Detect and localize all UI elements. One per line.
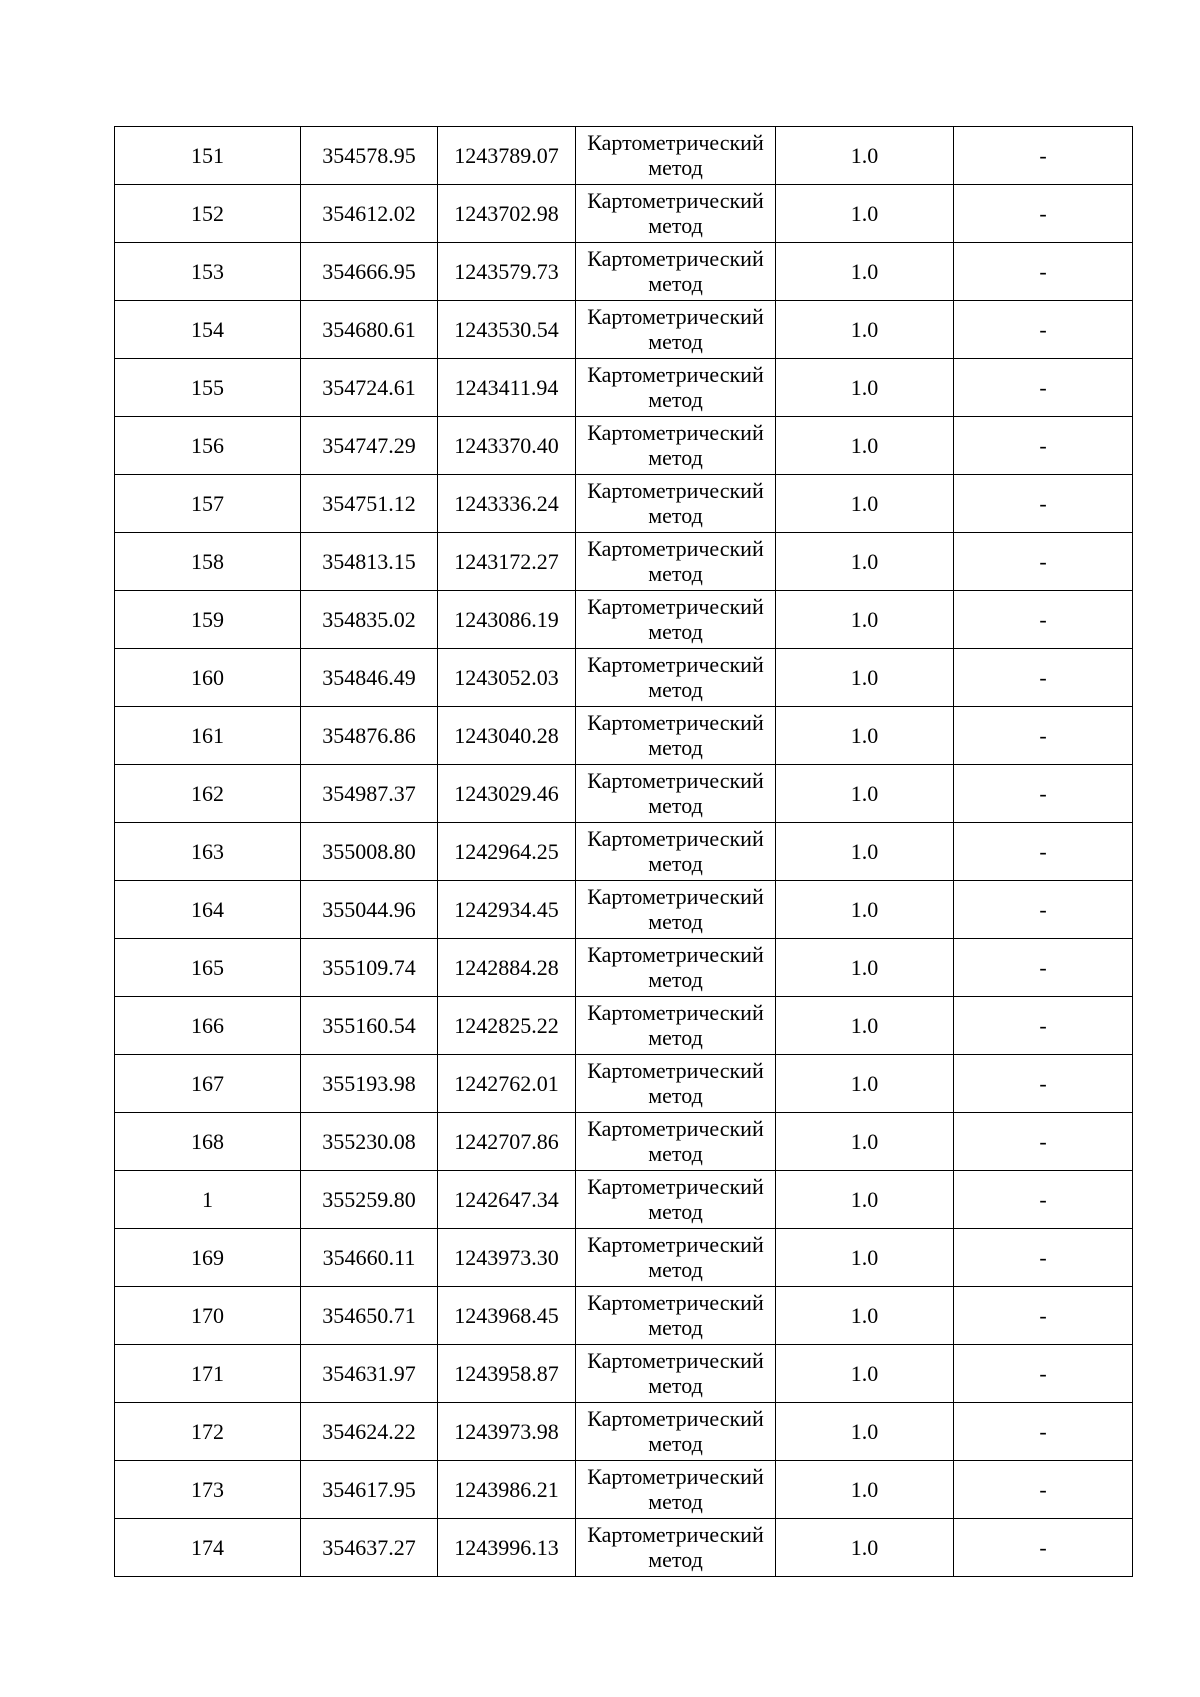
table-row [115,185,1133,243]
note-cell: - [954,243,1133,301]
method-line-2: метод [648,1314,703,1340]
table-row [115,1519,1133,1577]
method-line-1: Картометрический [587,883,764,909]
y-coordinate-cell: 1243052.03 [438,649,576,707]
table-row [115,707,1133,765]
method-cell [576,359,776,417]
note-cell: - [954,765,1133,823]
method-cell [576,881,776,939]
y-coordinate-cell: 1243411.94 [438,359,576,417]
point-number-cell: 169 [115,1229,301,1287]
point-number-cell: 158 [115,533,301,591]
accuracy-cell: 1.0 [776,649,954,707]
note-cell: - [954,1403,1133,1461]
x-coordinate-cell: 354624.22 [301,1403,438,1461]
point-number-cell: 166 [115,997,301,1055]
method-line-1: Картометрический [587,361,764,387]
note-cell: - [954,359,1133,417]
method-line-1: Картометрический [587,999,764,1025]
point-number-cell: 171 [115,1345,301,1403]
method-line-1: Картометрический [587,593,764,619]
y-coordinate-cell: 1243702.98 [438,185,576,243]
method-line-2: метод [648,154,703,180]
note-cell: - [954,417,1133,475]
point-number-cell: 157 [115,475,301,533]
table-row [115,1113,1133,1171]
note-cell: - [954,1055,1133,1113]
note-cell: - [954,1461,1133,1519]
x-coordinate-cell: 354660.11 [301,1229,438,1287]
table-row [115,881,1133,939]
table-row [115,475,1133,533]
method-line-2: метод [648,212,703,238]
note-cell: - [954,1345,1133,1403]
accuracy-cell: 1.0 [776,301,954,359]
point-number-cell: 164 [115,881,301,939]
table-row [115,823,1133,881]
x-coordinate-cell: 355109.74 [301,939,438,997]
accuracy-cell: 1.0 [776,475,954,533]
y-coordinate-cell: 1243958.87 [438,1345,576,1403]
table-row [115,765,1133,823]
y-coordinate-cell: 1243040.28 [438,707,576,765]
accuracy-cell: 1.0 [776,127,954,185]
table-row [115,417,1133,475]
method-line-2: метод [648,502,703,528]
x-coordinate-cell: 354876.86 [301,707,438,765]
x-coordinate-cell: 355259.80 [301,1171,438,1229]
table-row [115,649,1133,707]
accuracy-cell: 1.0 [776,1113,954,1171]
point-number-cell: 159 [115,591,301,649]
method-line-1: Картометрический [587,709,764,735]
method-line-2: метод [648,676,703,702]
y-coordinate-cell: 1242762.01 [438,1055,576,1113]
y-coordinate-cell: 1243986.21 [438,1461,576,1519]
method-line-2: метод [648,1198,703,1224]
method-line-2: метод [648,618,703,644]
method-cell [576,1461,776,1519]
method-line-2: метод [648,966,703,992]
x-coordinate-cell: 354813.15 [301,533,438,591]
y-coordinate-cell: 1243579.73 [438,243,576,301]
point-number-cell: 152 [115,185,301,243]
y-coordinate-cell: 1243370.40 [438,417,576,475]
accuracy-cell: 1.0 [776,881,954,939]
method-line-2: метод [648,270,703,296]
accuracy-cell: 1.0 [776,1171,954,1229]
y-coordinate-cell: 1243086.19 [438,591,576,649]
accuracy-cell: 1.0 [776,939,954,997]
method-line-2: метод [648,444,703,470]
accuracy-cell: 1.0 [776,1229,954,1287]
method-cell [576,185,776,243]
note-cell: - [954,1519,1133,1577]
method-line-2: метод [648,1546,703,1572]
accuracy-cell: 1.0 [776,243,954,301]
point-number-cell: 154 [115,301,301,359]
method-line-1: Картометрический [587,651,764,677]
x-coordinate-cell: 355160.54 [301,997,438,1055]
coordinates-table [114,126,1133,1577]
note-cell: - [954,1229,1133,1287]
method-cell [576,243,776,301]
method-line-1: Картометрический [587,941,764,967]
x-coordinate-cell: 354637.27 [301,1519,438,1577]
method-cell [576,1055,776,1113]
accuracy-cell: 1.0 [776,1403,954,1461]
point-number-cell: 160 [115,649,301,707]
method-line-1: Картометрический [587,825,764,851]
y-coordinate-cell: 1243336.24 [438,475,576,533]
x-coordinate-cell: 354631.97 [301,1345,438,1403]
method-line-2: метод [648,386,703,412]
note-cell: - [954,1113,1133,1171]
method-cell [576,127,776,185]
note-cell: - [954,185,1133,243]
accuracy-cell: 1.0 [776,823,954,881]
method-line-2: метод [648,1488,703,1514]
x-coordinate-cell: 354680.61 [301,301,438,359]
method-line-1: Картометрический [587,1347,764,1373]
method-line-1: Картометрический [587,187,764,213]
point-number-cell: 153 [115,243,301,301]
accuracy-cell: 1.0 [776,591,954,649]
method-line-2: метод [648,850,703,876]
table-row [115,1171,1133,1229]
method-cell [576,823,776,881]
note-cell: - [954,707,1133,765]
x-coordinate-cell: 354612.02 [301,185,438,243]
method-line-2: метод [648,1140,703,1166]
method-cell [576,1345,776,1403]
method-line-1: Картометрический [587,1521,764,1547]
point-number-cell: 165 [115,939,301,997]
x-coordinate-cell: 354846.49 [301,649,438,707]
table-row [115,939,1133,997]
method-line-1: Картометрический [587,1057,764,1083]
note-cell: - [954,997,1133,1055]
point-number-cell: 174 [115,1519,301,1577]
table-row [115,997,1133,1055]
method-line-2: метод [648,908,703,934]
note-cell: - [954,301,1133,359]
y-coordinate-cell: 1243789.07 [438,127,576,185]
accuracy-cell: 1.0 [776,765,954,823]
accuracy-cell: 1.0 [776,1519,954,1577]
method-cell [576,475,776,533]
y-coordinate-cell: 1242884.28 [438,939,576,997]
accuracy-cell: 1.0 [776,1345,954,1403]
x-coordinate-cell: 354835.02 [301,591,438,649]
point-number-cell: 151 [115,127,301,185]
method-line-2: метод [648,1024,703,1050]
x-coordinate-cell: 354747.29 [301,417,438,475]
note-cell: - [954,533,1133,591]
point-number-cell: 170 [115,1287,301,1345]
note-cell: - [954,823,1133,881]
note-cell: - [954,649,1133,707]
accuracy-cell: 1.0 [776,417,954,475]
x-coordinate-cell: 354666.95 [301,243,438,301]
method-cell [576,649,776,707]
method-line-2: метод [648,328,703,354]
method-line-2: метод [648,560,703,586]
point-number-cell: 163 [115,823,301,881]
method-line-1: Картометрический [587,1173,764,1199]
method-cell [576,765,776,823]
method-line-1: Картометрический [587,767,764,793]
point-number-cell: 156 [115,417,301,475]
table-row [115,591,1133,649]
method-line-1: Картометрический [587,1289,764,1315]
y-coordinate-cell: 1243530.54 [438,301,576,359]
table-row [115,301,1133,359]
note-cell: - [954,1171,1133,1229]
table-row [115,1229,1133,1287]
table-row [115,1345,1133,1403]
y-coordinate-cell: 1242825.22 [438,997,576,1055]
method-line-2: метод [648,792,703,818]
table-row [115,1055,1133,1113]
accuracy-cell: 1.0 [776,997,954,1055]
method-cell [576,1403,776,1461]
x-coordinate-cell: 354987.37 [301,765,438,823]
x-coordinate-cell: 355230.08 [301,1113,438,1171]
y-coordinate-cell: 1242934.45 [438,881,576,939]
method-line-1: Картометрический [587,1405,764,1431]
method-line-1: Картометрический [587,245,764,271]
method-line-1: Картометрический [587,303,764,329]
method-line-1: Картометрический [587,535,764,561]
x-coordinate-cell: 354578.95 [301,127,438,185]
y-coordinate-cell: 1242964.25 [438,823,576,881]
note-cell: - [954,127,1133,185]
method-cell [576,301,776,359]
method-line-2: метод [648,1430,703,1456]
note-cell: - [954,475,1133,533]
method-cell [576,1113,776,1171]
y-coordinate-cell: 1242647.34 [438,1171,576,1229]
point-number-cell: 172 [115,1403,301,1461]
accuracy-cell: 1.0 [776,1287,954,1345]
table-row [115,359,1133,417]
x-coordinate-cell: 355193.98 [301,1055,438,1113]
method-line-2: метод [648,734,703,760]
accuracy-cell: 1.0 [776,1461,954,1519]
x-coordinate-cell: 354751.12 [301,475,438,533]
x-coordinate-cell: 354617.95 [301,1461,438,1519]
point-number-cell: 162 [115,765,301,823]
note-cell: - [954,1287,1133,1345]
point-number-cell: 1 [115,1171,301,1229]
y-coordinate-cell: 1243968.45 [438,1287,576,1345]
accuracy-cell: 1.0 [776,1055,954,1113]
method-line-1: Картометрический [587,1231,764,1257]
table-row [115,1403,1133,1461]
point-number-cell: 173 [115,1461,301,1519]
method-line-1: Картометрический [587,477,764,503]
method-cell [576,1229,776,1287]
method-line-1: Картометрический [587,129,764,155]
y-coordinate-cell: 1243973.98 [438,1403,576,1461]
note-cell: - [954,939,1133,997]
table-row [115,243,1133,301]
table-row [115,1461,1133,1519]
accuracy-cell: 1.0 [776,533,954,591]
point-number-cell: 167 [115,1055,301,1113]
method-cell [576,533,776,591]
table-row [115,533,1133,591]
accuracy-cell: 1.0 [776,707,954,765]
y-coordinate-cell: 1243996.13 [438,1519,576,1577]
accuracy-cell: 1.0 [776,359,954,417]
x-coordinate-cell: 355044.96 [301,881,438,939]
method-line-1: Картометрический [587,1463,764,1489]
point-number-cell: 168 [115,1113,301,1171]
point-number-cell: 155 [115,359,301,417]
method-cell [576,707,776,765]
method-cell [576,1287,776,1345]
table-row [115,1287,1133,1345]
accuracy-cell: 1.0 [776,185,954,243]
method-line-2: метод [648,1372,703,1398]
y-coordinate-cell: 1243172.27 [438,533,576,591]
method-cell [576,417,776,475]
method-cell [576,997,776,1055]
method-line-1: Картометрический [587,1115,764,1141]
note-cell: - [954,881,1133,939]
x-coordinate-cell: 354724.61 [301,359,438,417]
table-row [115,127,1133,185]
table-body [115,127,1133,1577]
y-coordinate-cell: 1243029.46 [438,765,576,823]
method-cell [576,939,776,997]
point-number-cell: 161 [115,707,301,765]
method-cell [576,591,776,649]
method-line-1: Картометрический [587,419,764,445]
method-cell [576,1519,776,1577]
x-coordinate-cell: 354650.71 [301,1287,438,1345]
method-cell [576,1171,776,1229]
method-line-2: метод [648,1082,703,1108]
y-coordinate-cell: 1242707.86 [438,1113,576,1171]
method-line-2: метод [648,1256,703,1282]
y-coordinate-cell: 1243973.30 [438,1229,576,1287]
note-cell: - [954,591,1133,649]
x-coordinate-cell: 355008.80 [301,823,438,881]
